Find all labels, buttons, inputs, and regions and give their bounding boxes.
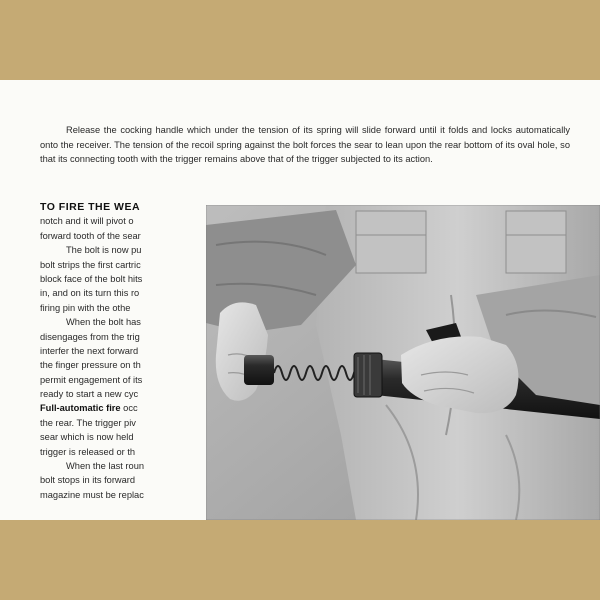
intro-paragraph (40, 123, 570, 167)
weapon-bolt-photo (206, 205, 600, 520)
text-line: bolt strips the first cartric (40, 259, 141, 270)
text-line: When the last roun (66, 461, 145, 472)
text-line: permit engagement of its (40, 374, 143, 385)
text-fragment: occ (120, 403, 138, 414)
text-line: ready to start a new cyc (40, 389, 139, 400)
text-line: notch and it will pivot o (40, 216, 134, 227)
text-line: block face of the bolt hits (40, 273, 143, 284)
text-line: the rear. The trigger piv (40, 417, 136, 428)
text-line: The bolt is now pu (66, 245, 142, 256)
text-line: sear which is now held (40, 432, 134, 443)
section-heading: TO FIRE THE WEA (40, 201, 141, 213)
text-line: the finger pressure on th (40, 360, 141, 371)
text-line: in, and on its turn this ro (40, 288, 140, 299)
text-line: forward tooth of the sear (40, 230, 141, 241)
text-line (40, 401, 162, 415)
text-line: magazine must be replac (40, 489, 144, 500)
text-line: trigger is released or th (40, 446, 136, 457)
bottom-frame-band (0, 520, 600, 600)
text-line: firing pin with the othe (40, 302, 131, 313)
text-line: When the bolt has (66, 317, 141, 328)
book-page (0, 80, 600, 520)
firing-instructions-column (40, 200, 162, 520)
intro-text: Release the cocking handle which under the tension of its spring will slide forward until it folds and locks automatically onto the receiver. The tension of the recoil spring against the bolt forces the sear to lean upon the rear bottom of its oval hole, so that its connecting tooth with the trigger remains above that of the trigger subjected to its action. (40, 125, 570, 164)
text-line: bolt stops in its forward (40, 475, 136, 486)
text-line: disengages from the trig (40, 331, 140, 342)
text-line: interfer the next forward (40, 345, 139, 356)
top-frame-band (0, 0, 600, 80)
bold-term: Full-automatic fire (40, 403, 121, 414)
